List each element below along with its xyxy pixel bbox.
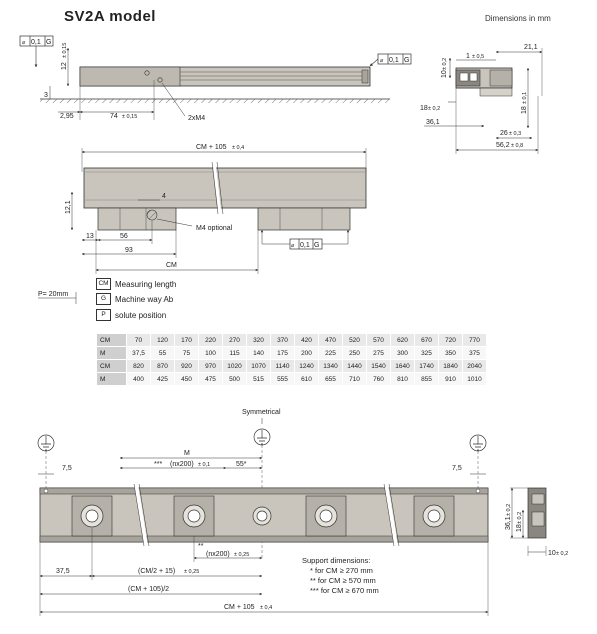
tolerance-frame-left — [20, 36, 53, 67]
dim-56: 56 — [120, 233, 128, 240]
legend-p — [96, 309, 166, 321]
m4-callout: M4 optional — [196, 225, 233, 232]
dim-93: 93 — [125, 247, 133, 254]
dim-4: 4 — [162, 193, 166, 200]
table-cell: 170 — [175, 334, 199, 347]
table-cell: 855 — [415, 373, 439, 386]
table-cell: 870 — [151, 360, 175, 373]
table-cell: 115 — [223, 347, 247, 360]
dim-18a-tol: ± 0,2 — [428, 106, 441, 112]
ground-icon — [38, 435, 54, 451]
dim-10-tol: ± 0,2 — [442, 57, 448, 70]
center-hole — [253, 507, 271, 525]
dim-12: 12 — [61, 62, 68, 70]
table-cell: 810 — [391, 373, 415, 386]
table-cell: 225 — [319, 347, 343, 360]
dim-37-5: 37,5 — [56, 568, 70, 575]
reading-head-front — [98, 208, 176, 230]
table-row-header: M — [97, 347, 127, 360]
dim-cm2: (CM/2 + 15) — [138, 568, 176, 575]
dim-1-tol: ± 0,5 — [472, 54, 485, 60]
dim-12-1: 12,1 — [65, 200, 72, 214]
table-cell: 175 — [271, 347, 295, 360]
dim-nx200-tol: ± 0,1 — [198, 462, 211, 468]
table-cell: 350 — [439, 347, 463, 360]
support-line: * for CM ≥ 270 mm — [310, 566, 373, 575]
mount-bracket — [306, 496, 346, 536]
dim-26-tol: ± 0,3 — [509, 131, 522, 137]
dim-cm: CM — [166, 262, 177, 269]
reading-head-top — [80, 67, 180, 86]
table-cell: 610 — [295, 373, 319, 386]
dim-26: 26 — [500, 130, 508, 137]
table-cell: 200 — [295, 347, 319, 360]
bottom-view — [38, 409, 488, 616]
table-cell: 400 — [127, 373, 151, 386]
svg-text:⌀: ⌀ — [22, 40, 26, 46]
table-cell: 1070 — [247, 360, 271, 373]
table-cell: 720 — [439, 334, 463, 347]
table-cell: 760 — [367, 373, 391, 386]
units-note: Dimensions in mm — [485, 14, 551, 23]
tol-value: 0,1 — [31, 39, 41, 46]
right-support-block — [258, 208, 350, 230]
table-cell: 1340 — [319, 360, 343, 373]
dim-18b-tol: ± 0,1 — [522, 91, 528, 104]
tol-value: 0,1 — [389, 57, 399, 64]
table-row-header: CM — [97, 360, 127, 373]
table-cell: 275 — [367, 347, 391, 360]
dim-2-95: 2,95 — [60, 113, 74, 120]
table-cell: 1540 — [367, 360, 391, 373]
dim-10: 10 — [441, 70, 448, 78]
dim-overall: CM + 105 — [196, 144, 227, 151]
table-cell: 655 — [319, 373, 343, 386]
table-row — [97, 373, 487, 386]
dim-nx200b-tol: ± 0,25 — [234, 552, 250, 558]
stars-2: ** — [198, 543, 204, 550]
table-cell: 770 — [463, 334, 487, 347]
tolerance-frame-right — [370, 54, 411, 66]
cm-m-table — [96, 333, 487, 386]
table-cell: 620 — [391, 334, 415, 347]
legend-text: Machine way Ab — [115, 294, 174, 304]
table-cell: 1010 — [463, 373, 487, 386]
dim-10-end: 10 — [548, 550, 556, 557]
dim-cm2-tol: ± 0,25 — [184, 569, 200, 575]
dim-cm105-half: (CM + 105)/2 — [128, 586, 170, 593]
table-cell: 55 — [151, 347, 175, 360]
table-cell: 1840 — [439, 360, 463, 373]
legend-box: G — [96, 293, 111, 305]
support-title: Support dimensions: — [302, 556, 371, 565]
dim-18b: 18 — [521, 106, 528, 114]
table-cell: 520 — [343, 334, 367, 347]
table-cell: 1020 — [223, 360, 247, 373]
mount-bracket — [414, 496, 454, 536]
dim-21-1: 21,1 — [524, 44, 538, 51]
table-cell: 515 — [247, 373, 271, 386]
stars-3: *** — [154, 461, 163, 468]
table-cell: 140 — [247, 347, 271, 360]
legend-text: solute position — [115, 310, 167, 320]
dim-10-end-tol: ± 0,2 — [556, 551, 569, 557]
support-line: ** for CM ≥ 570 mm — [310, 576, 376, 585]
dim-overall-bottom: CM + 105 — [224, 604, 255, 611]
table-cell: 555 — [271, 373, 295, 386]
legend-box: CM — [96, 278, 111, 290]
dim-36-1: 36,1 — [426, 119, 440, 126]
dim-m: M — [184, 450, 190, 457]
table-cell: 2040 — [463, 360, 487, 373]
table-cell: 70 — [127, 334, 151, 347]
side-view — [420, 44, 542, 154]
dim-overall-bottom-tol: ± 0,4 — [260, 605, 273, 611]
datum-letter: G — [314, 242, 320, 249]
table-cell: 910 — [439, 373, 463, 386]
legend-box: P — [96, 309, 111, 321]
table-cell: 250 — [343, 347, 367, 360]
end-profile — [505, 488, 568, 557]
table-cell: 1240 — [295, 360, 319, 373]
table-cell: 425 — [151, 373, 175, 386]
table-cell: 420 — [295, 334, 319, 347]
table-row-header: CM — [97, 334, 127, 347]
dim-55: 55* — [236, 461, 247, 468]
top-view — [20, 36, 411, 122]
dim-nx200: (nx200) — [170, 461, 194, 468]
symmetrical-label: Symmetrical — [242, 409, 281, 416]
dim-overall-tol: ± 0,4 — [232, 145, 245, 151]
table-cell: 300 — [391, 347, 415, 360]
dim-74: 74 — [110, 113, 118, 120]
table-cell: 820 — [127, 360, 151, 373]
table-row-header: M — [97, 373, 127, 386]
table-cell: 1440 — [343, 360, 367, 373]
table-cell: 370 — [271, 334, 295, 347]
table-row — [97, 347, 487, 360]
table-cell: 475 — [199, 373, 223, 386]
dim-18-end: 18 — [516, 524, 523, 532]
table-cell: 325 — [415, 347, 439, 360]
dim-18-end-tol: ± 0,2 — [517, 511, 523, 524]
table-cell: 75 — [175, 347, 199, 360]
dim-36-1b-tol: ± 0,2 — [506, 503, 512, 516]
table-cell: 1140 — [271, 360, 295, 373]
dim-13: 13 — [86, 233, 94, 240]
table-cell: 1640 — [391, 360, 415, 373]
datum-letter: G — [404, 57, 410, 64]
table-cell: 220 — [199, 334, 223, 347]
front-view — [65, 144, 366, 274]
table-cell: 570 — [367, 334, 391, 347]
table-cell: 500 — [223, 373, 247, 386]
p-label: P= 20mm — [38, 291, 69, 298]
dim-1: 1 — [466, 53, 470, 60]
dim-3: 3 — [44, 92, 48, 99]
legend-g — [96, 293, 173, 305]
table-cell: 100 — [199, 347, 223, 360]
legend-text: Measuring length — [115, 279, 177, 289]
support-dimensions — [302, 556, 379, 596]
table-cell: 970 — [199, 360, 223, 373]
table-cell: 710 — [343, 373, 367, 386]
table-row — [97, 334, 487, 347]
datum-letter: G — [46, 39, 52, 46]
dim-7-5-right: 7,5 — [452, 465, 462, 472]
table-cell: 120 — [151, 334, 175, 347]
table-cell: 1740 — [415, 360, 439, 373]
dim-74-tol: ± 0,15 — [122, 114, 138, 120]
dim-18a: 18 — [420, 105, 428, 112]
support-line: *** for CM ≥ 670 mm — [310, 586, 379, 595]
dim-7-5-left: 7,5 — [62, 465, 72, 472]
svg-text:⌀: ⌀ — [291, 243, 295, 249]
tol-value: 0,1 — [300, 242, 310, 249]
dim-36-1b: 36,1 — [505, 516, 512, 530]
table-row — [97, 360, 487, 373]
tolerance-frame-mid — [290, 239, 322, 249]
ground-icon — [254, 429, 270, 445]
dim-56-2-tol: ± 0,8 — [511, 143, 524, 149]
table-cell: 37,5 — [127, 347, 151, 360]
table-cell: 670 — [415, 334, 439, 347]
table-cell: 270 — [223, 334, 247, 347]
mount-bracket — [174, 496, 214, 536]
page-title: SV2A model — [64, 8, 156, 25]
dim-nx200b: (nx200) — [206, 551, 230, 558]
table-cell: 470 — [319, 334, 343, 347]
ground-icon — [470, 435, 486, 451]
svg-text:⌀: ⌀ — [380, 58, 384, 64]
table-cell: 375 — [463, 347, 487, 360]
table-cell: 920 — [175, 360, 199, 373]
dim-56-2: 56,2 — [496, 142, 510, 149]
table-cell: 320 — [247, 334, 271, 347]
hole-callout: 2xM4 — [188, 115, 206, 122]
legend-cm — [96, 278, 176, 290]
scale-body-front — [84, 168, 366, 208]
dim-12-tol: ± 0,15 — [62, 42, 68, 58]
table-cell: 450 — [175, 373, 199, 386]
m4-hole — [147, 210, 157, 220]
